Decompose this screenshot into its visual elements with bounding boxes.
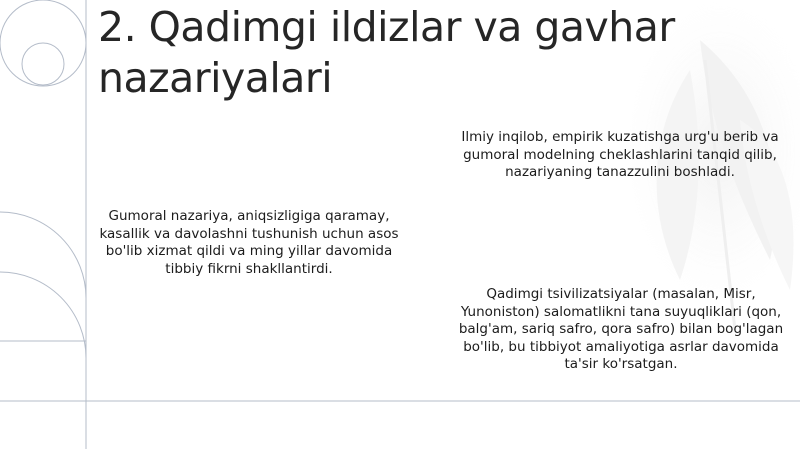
paragraph-ancient-civilizations: Qadimgi tsivilizatsiyalar (masalan, Misr, Yunoniston) salomatlikni tana suyuqliklari (qon, balg'am, sariq safro, qora safro) bilan bog'lagan bo'lib, bu tibbiyot amaliyotiga asrlar davomida ta'sir ko'rsatgan. <box>458 286 784 372</box>
paragraph-scientific-revolution: Ilmiy inqilob, empirik kuzatishga urg'u berib va gumoral modelning cheklashlarini tanqid qilib, nazariyaning tanazzulini boshladi. <box>461 129 779 180</box>
slide-title: 2. Qadimgi ildizlar va gavhar nazariyalari <box>98 3 675 102</box>
decor-arc-lower <box>0 272 86 358</box>
decor-circle-small-top <box>22 43 64 85</box>
decor-arc-upper <box>0 212 86 298</box>
paragraph-humoral-theory: Gumoral nazariya, aniqsizligiga qaramay, kasallik va davolashni tushunish uchun asos bo'lib xizmat qildi va ming yillar davomida tibbiy fikrni shakllantirdi. <box>99 208 399 277</box>
